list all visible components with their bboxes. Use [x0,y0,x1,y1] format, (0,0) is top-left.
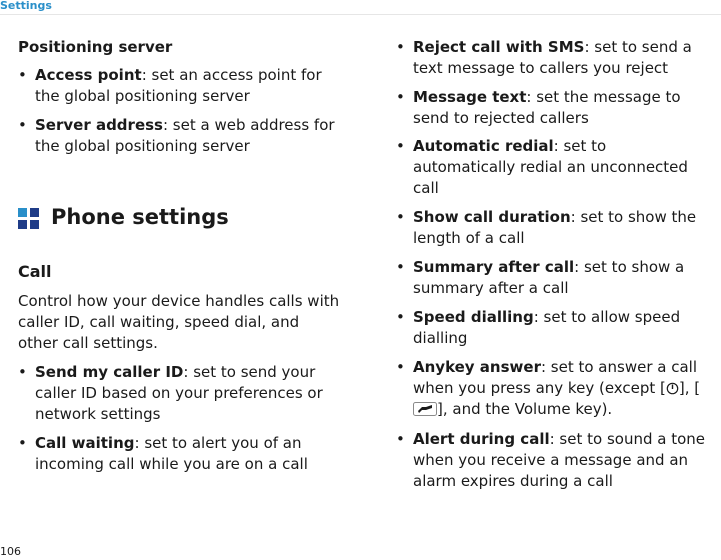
list-item-term: Message text [413,88,527,106]
list-item [396,429,721,492]
list-item-text [413,136,708,199]
bullet-dot: • [18,434,27,452]
list-item [396,87,721,129]
list-item-desc: : set to automatically redial an unconnected call [413,137,688,197]
list-item-text [35,115,335,157]
page-header [0,0,721,15]
list-item [18,65,348,107]
list-item-desc: : set to allow speed dialling [413,308,681,347]
bullet-dot: • [396,208,405,226]
list-item-text [413,37,716,79]
list-item-text [413,357,719,420]
list-item-text [35,433,335,475]
list-item-term: Speed dialling [413,308,534,326]
bullet-dot: • [396,258,405,276]
list-item-text [413,429,721,492]
list-item-desc: : set to alert you of an incoming call while you are on a call [35,434,308,473]
bullet-dot: • [396,88,405,106]
section-squares-icon [18,208,40,230]
list-item-term: Alert during call [413,430,550,448]
bullet-dot: • [396,308,405,326]
list-item-text [413,257,716,299]
bullet-dot: • [18,363,27,381]
positioning-heading: Positioning server [18,38,173,56]
list-item-text [413,307,713,349]
page-number: 106 [0,545,21,558]
list-item-desc: : set to show the length of a call [413,208,697,247]
list-item-term: Show call duration [413,208,571,226]
list-item [396,136,721,199]
list-item-term: Automatic redial [413,137,554,155]
list-item-desc: : set an access point for the global positioning server [35,66,322,105]
list-item-desc: : set the message to send to rejected callers [413,88,681,127]
end-key-icon [413,402,437,416]
bullet-dot: • [396,38,405,56]
list-item-term: Reject call with SMS [413,38,585,56]
list-item-term: Send my caller ID [35,363,184,381]
list-item [396,207,721,249]
power-key-icon [666,381,679,395]
list-item-term: Anykey answer [413,358,541,376]
bullet-dot: • [396,430,405,448]
list-item-term: Call waiting [35,434,135,452]
bullet-dot: • [18,66,27,84]
list-item-text [413,207,719,249]
call-heading: Call [18,262,52,281]
list-item [18,362,348,425]
bullet-dot: • [396,358,405,376]
list-item-term: Server address [35,116,163,134]
list-item [18,115,348,157]
list-item-desc: ], and the Volume key). [437,400,613,418]
call-intro: Control how your device handles calls with caller ID, call waiting, speed dial, and other call settings. [18,292,340,352]
list-item [396,37,721,79]
list-item-text [413,87,703,129]
list-item-desc: : set to answer a call when you press any key (except [ [413,358,697,397]
bullet-dot: • [396,137,405,155]
list-item-text [35,362,348,425]
list-item-text [35,65,348,107]
list-item-desc: ], [ [678,379,701,397]
list-item-term: Summary after call [413,258,575,276]
list-item-desc: : set to send your caller ID based on your preferences or network settings [35,363,323,423]
list-item-term: Access point [35,66,142,84]
list-item [18,433,348,475]
list-item-desc: : set to show a summary after a call [413,258,685,297]
list-item [396,307,721,349]
bullet-dot: • [18,116,27,134]
list-item [396,357,721,420]
list-item-desc: : set a web address for the global positioning server [35,116,335,155]
list-item [396,257,721,299]
header-section-label: Settings [0,0,52,12]
list-item-desc: : set to send a text message to callers you reject [413,38,692,77]
list-item-desc: : set to sound a tone when you receive a message and an alarm expires during a call [413,430,705,490]
section-title-label: Phone settings [51,205,229,229]
